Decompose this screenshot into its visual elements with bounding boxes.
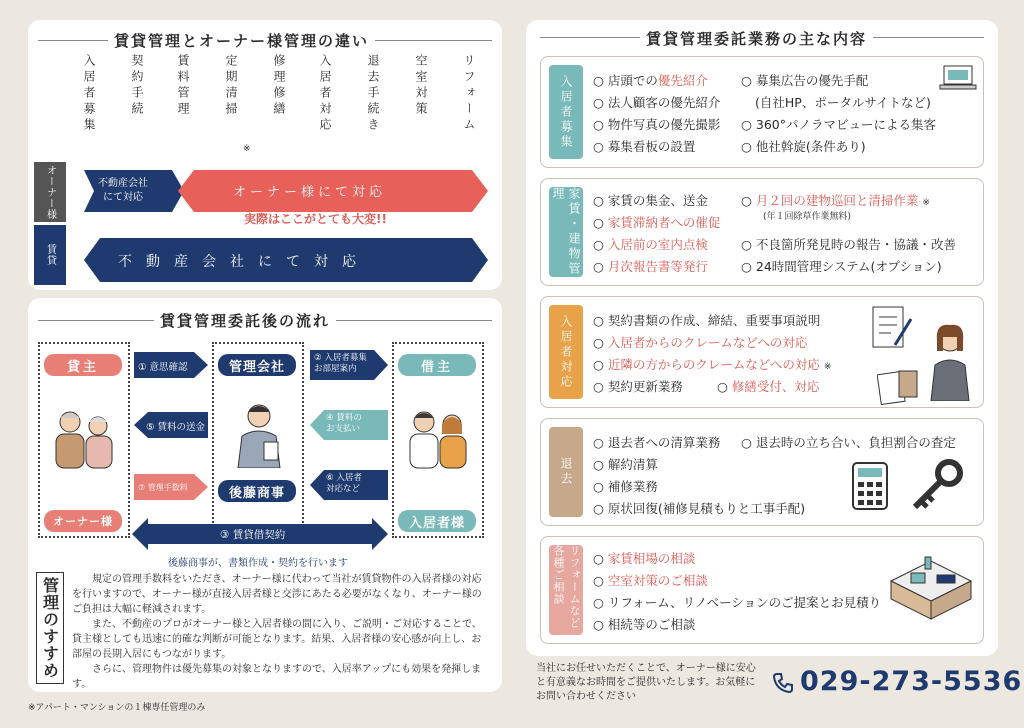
footnote: ※アパート・マンションの１棟専任管理のみ (28, 703, 206, 713)
s5-item-2-text: リフォーム、リノベーションのご提案とお見積り (607, 595, 882, 610)
comparison-title: 賃貸管理とオーナー様管理の違い (108, 30, 375, 51)
s2-item-3-text: 月次報告書等発行 (607, 259, 708, 274)
karinushi-pill: 借主 (398, 354, 476, 376)
arrow-6-label: ⑥ 入居者 対応など (326, 473, 362, 494)
company-short-text: 不動産会社 にて対応 (98, 178, 148, 203)
col-repair: 修理修繕 (272, 54, 286, 118)
arrow-7-label: ⑦ 管理手数料 (138, 483, 188, 492)
s4-item-2-text: 解約清算 (607, 457, 658, 472)
s5-item-0: ○ 家賃相場の相談 (593, 551, 696, 566)
reality-text: 実際はここがとても大変!! (244, 212, 387, 226)
s1-item-4-text: 募集広告の優先手配 (755, 73, 869, 88)
s1-item-1: ○ 法人顧客の優先紹介 (593, 95, 721, 110)
s3-item-2: ○ 近隣の方からのクレームなどへの対応 ※ (593, 357, 832, 372)
s3-item-3-text: 契約更新業務 (607, 379, 683, 394)
s4-item-4: ○ 原状回復(補修見積もりと工事手配) (593, 501, 806, 516)
s2-item-7-text: 24時間管理システム(オプション) (755, 259, 942, 274)
arrow-5-label: ⑤ 賃料の送金 (146, 422, 206, 433)
s1-item-2-text: 物件写真の優先撮影 (607, 117, 721, 132)
s2-item-2: ○ 入居前の室内点検 (593, 237, 708, 252)
s2-item-0-text: 家賃の集金、送金 (607, 193, 708, 208)
s1-item-6: ○ 360°パノラマビューによる集客 (741, 117, 936, 132)
s2-item-2-text: 入居前の室内点検 (607, 237, 708, 252)
s1-item-7: ○ 他社斡旋(条件あり) (741, 139, 866, 154)
owner-label: オーナー様 (34, 162, 66, 222)
col-vacancy: 空室対策 (414, 54, 428, 118)
tab-leave: 退去 (549, 427, 583, 517)
s4-item-2: ○ 解約清算 (593, 457, 658, 472)
company-full-text: 不動産会社にて対応 (118, 254, 370, 270)
s2-item-7: ○ 24時間管理システム(オプション) (741, 259, 942, 274)
laptop-icon (939, 65, 977, 91)
susume-box (36, 572, 64, 684)
arrow-3-label: ③ 賃貸借契約 (220, 529, 286, 541)
s3-item-4: ○ 修繕受付、対応 (717, 379, 820, 394)
comparison-card (28, 20, 502, 290)
s4-item-0-text: 退去者への清算業務 (607, 435, 721, 450)
s3-item-0: ○ 契約書類の作成、締結、重要事項説明 (593, 313, 821, 328)
staff-icon (226, 398, 292, 468)
arrow-4-label: ④ 賃料の お支払い (326, 413, 362, 434)
arrow-1-label: ① 意思確認 (138, 362, 188, 373)
key-icon (909, 459, 965, 511)
s2-item-5: (年１回除草作業無料) (763, 212, 852, 222)
s5-item-1: ○ 空室対策のご相談 (593, 573, 708, 588)
col-clean-text: 定期清掃 (224, 54, 238, 118)
phone-operator-icon (925, 321, 975, 401)
clean-mark: ※ (243, 144, 251, 154)
landlord-couple-icon (48, 406, 120, 470)
kashinushi-pill: 貸主 (44, 354, 122, 376)
papers-icon (877, 367, 921, 405)
s2-item-4-text: 月２回の建物巡回と清掃作業 (755, 193, 919, 208)
arrow-2-label: ② 入居者募集 お部屋案内 (314, 353, 367, 374)
s2-item-4: ○ 月２回の建物巡回と清掃作業 ※ (741, 193, 930, 208)
s4-item-4-text: 原状回復(補修見積もりと工事手配) (607, 501, 806, 516)
s1-item-7-text: 他社斡旋(条件あり) (755, 139, 866, 154)
phone-icon[interactable] (772, 672, 794, 694)
s4-item-1-text: 退去時の立ち合い、負担割合の査定 (755, 435, 956, 450)
s1-item-2: ○ 物件写真の優先撮影 (593, 117, 721, 132)
gotou-pill: 後藤商事 (218, 480, 296, 502)
s1-item-1-text: 法人顧客の優先紹介 (607, 95, 721, 110)
s5-item-3: ○ 相続等のご相談 (593, 617, 696, 632)
s3-item-0-text: 契約書類の作成、締結、重要事項説明 (607, 313, 821, 328)
col-tenant: 入居者対応 (318, 54, 332, 134)
section-building (540, 178, 984, 286)
s1-item-0: ○ 店頭での優先紹介 (593, 73, 708, 88)
flow-title: 賃貸管理委託後の流れ (154, 310, 336, 331)
susume-p1: 規定の管理手数料をいただき、オーナー様に代わって当社が賃貸物件の入居者様の対応を行いますので、オーナー様が直接入居者様と交渉にあたる必要がなくなり、オーナー様のご負担は大幅に軽減されます。 (72, 574, 482, 615)
arrow-3-note: 後藤商事が、書類作成・契約を行います (168, 558, 348, 569)
owner-pill: オーナー様 (44, 510, 122, 532)
s4-item-3-text: 補修業務 (607, 479, 658, 494)
s1-item-3-text: 募集看板の設置 (607, 139, 696, 154)
landlord-label: 賃貸 (34, 225, 66, 285)
s1-item-0-text: 店頭での (607, 73, 658, 88)
s3-item-3: ○ 契約更新業務 (593, 379, 683, 394)
tab-consult: リフォームなど各種ご相談 (549, 545, 583, 635)
s5-item-0-text: 家賃相場の相談 (607, 551, 696, 566)
s1-item-6-text: 360°パノラマビューによる集客 (755, 117, 936, 132)
s3-item-4-text: 修繕受付、対応 (731, 379, 820, 394)
col-rent: 賃料管理 (176, 54, 190, 118)
susume-body (72, 572, 488, 692)
s5-item-3-text: 相続等のご相談 (607, 617, 696, 632)
susume-p3: さらに、管理物件は優先募集の対象となりますので、入居率アップにも効果を発揮します。 (72, 664, 482, 690)
s1-item-4: ○ 募集広告の優先手配 (741, 73, 869, 88)
services-title: 賃貸管理委託業務の主な内容 (640, 28, 873, 49)
s2-item-4-mark: ※ (922, 198, 930, 208)
tab-tenant: 入居者対応 (549, 305, 583, 399)
s1-item-5 (755, 93, 931, 111)
document-icon (871, 305, 913, 351)
tab-building: 家賃・建物管理 (551, 187, 581, 277)
s5-item-2: ○ リフォーム、リノベーションのご提案とお見積り (593, 595, 882, 610)
phone-number[interactable]: 029-273-5536 (800, 666, 1023, 697)
s2-item-3: ○ 月次報告書等発行 (593, 259, 708, 274)
susume-text: 管理のすすめ (40, 577, 60, 679)
susume-p2: また、不動産のプロがオーナー様と入居者様の間に入り、ご説明・ご対応することで、貸主様としても迅速に的確な判断が可能となります。結果、入居者様の安心感が向上し、お部屋の長期入居にもつながります。 (72, 619, 482, 660)
owner-handles-text: オーナー様にて対応 (233, 185, 387, 200)
col-leave: 退去手続き (366, 54, 380, 134)
tenant-couple-icon (402, 406, 474, 470)
section-recruit (540, 56, 984, 168)
flow-card (28, 298, 502, 692)
room-icon (885, 551, 977, 621)
bottom-message: 当社にお任せいただくことで、オーナー様に安心と有意義なお時間をご提供いたします。お気軽にお問い合わせください (536, 663, 756, 702)
s5-item-1-text: 空室対策のご相談 (607, 573, 708, 588)
s2-item-1-text: 家賃滞納者への催促 (607, 215, 721, 230)
s2-item-1: ○ 家賃滞納者への催促 (593, 215, 721, 230)
col-recruit: 入居者募集 (82, 54, 96, 134)
s4-item-1: ○ 退去時の立ち合い、負担割合の査定 (741, 435, 956, 450)
s2-item-6: ○ 不良箇所発見時の報告・協議・改善 (741, 237, 956, 252)
calculator-icon (851, 461, 889, 511)
s3-item-2-text: 近隣の方からのクレームなどへの対応 (607, 357, 820, 372)
section-consult (540, 536, 984, 644)
col-contract: 契約手続 (130, 54, 144, 118)
s3-item-1-text: 入居者からのクレームなどへの対応 (607, 335, 808, 350)
company-pill: 管理会社 (218, 354, 296, 376)
tab-recruit: 入居者募集 (549, 65, 583, 159)
s4-item-3: ○ 補修業務 (593, 479, 658, 494)
s4-item-0: ○ 退去者への清算業務 (593, 435, 721, 450)
s2-item-0: ○ 家賃の集金、送金 (593, 193, 708, 208)
section-tenant (540, 296, 984, 408)
col-clean (226, 54, 242, 118)
s3-item-1: ○ 入居者からのクレームなどへの対応 (593, 335, 808, 350)
s2-item-6-text: 不良箇所発見時の報告・協議・改善 (755, 237, 956, 252)
col-reform: リフォーム (462, 54, 476, 134)
tenant-pill: 入居者様 (398, 510, 476, 532)
s3-item-2-mark: ※ (823, 362, 832, 372)
s1-item-3: ○ 募集看板の設置 (593, 139, 696, 154)
s1-item-0-red: 優先紹介 (657, 73, 708, 88)
s1-item-5-text: (自社HP、ポータルサイトなど) (755, 95, 931, 110)
section-leave (540, 418, 984, 526)
